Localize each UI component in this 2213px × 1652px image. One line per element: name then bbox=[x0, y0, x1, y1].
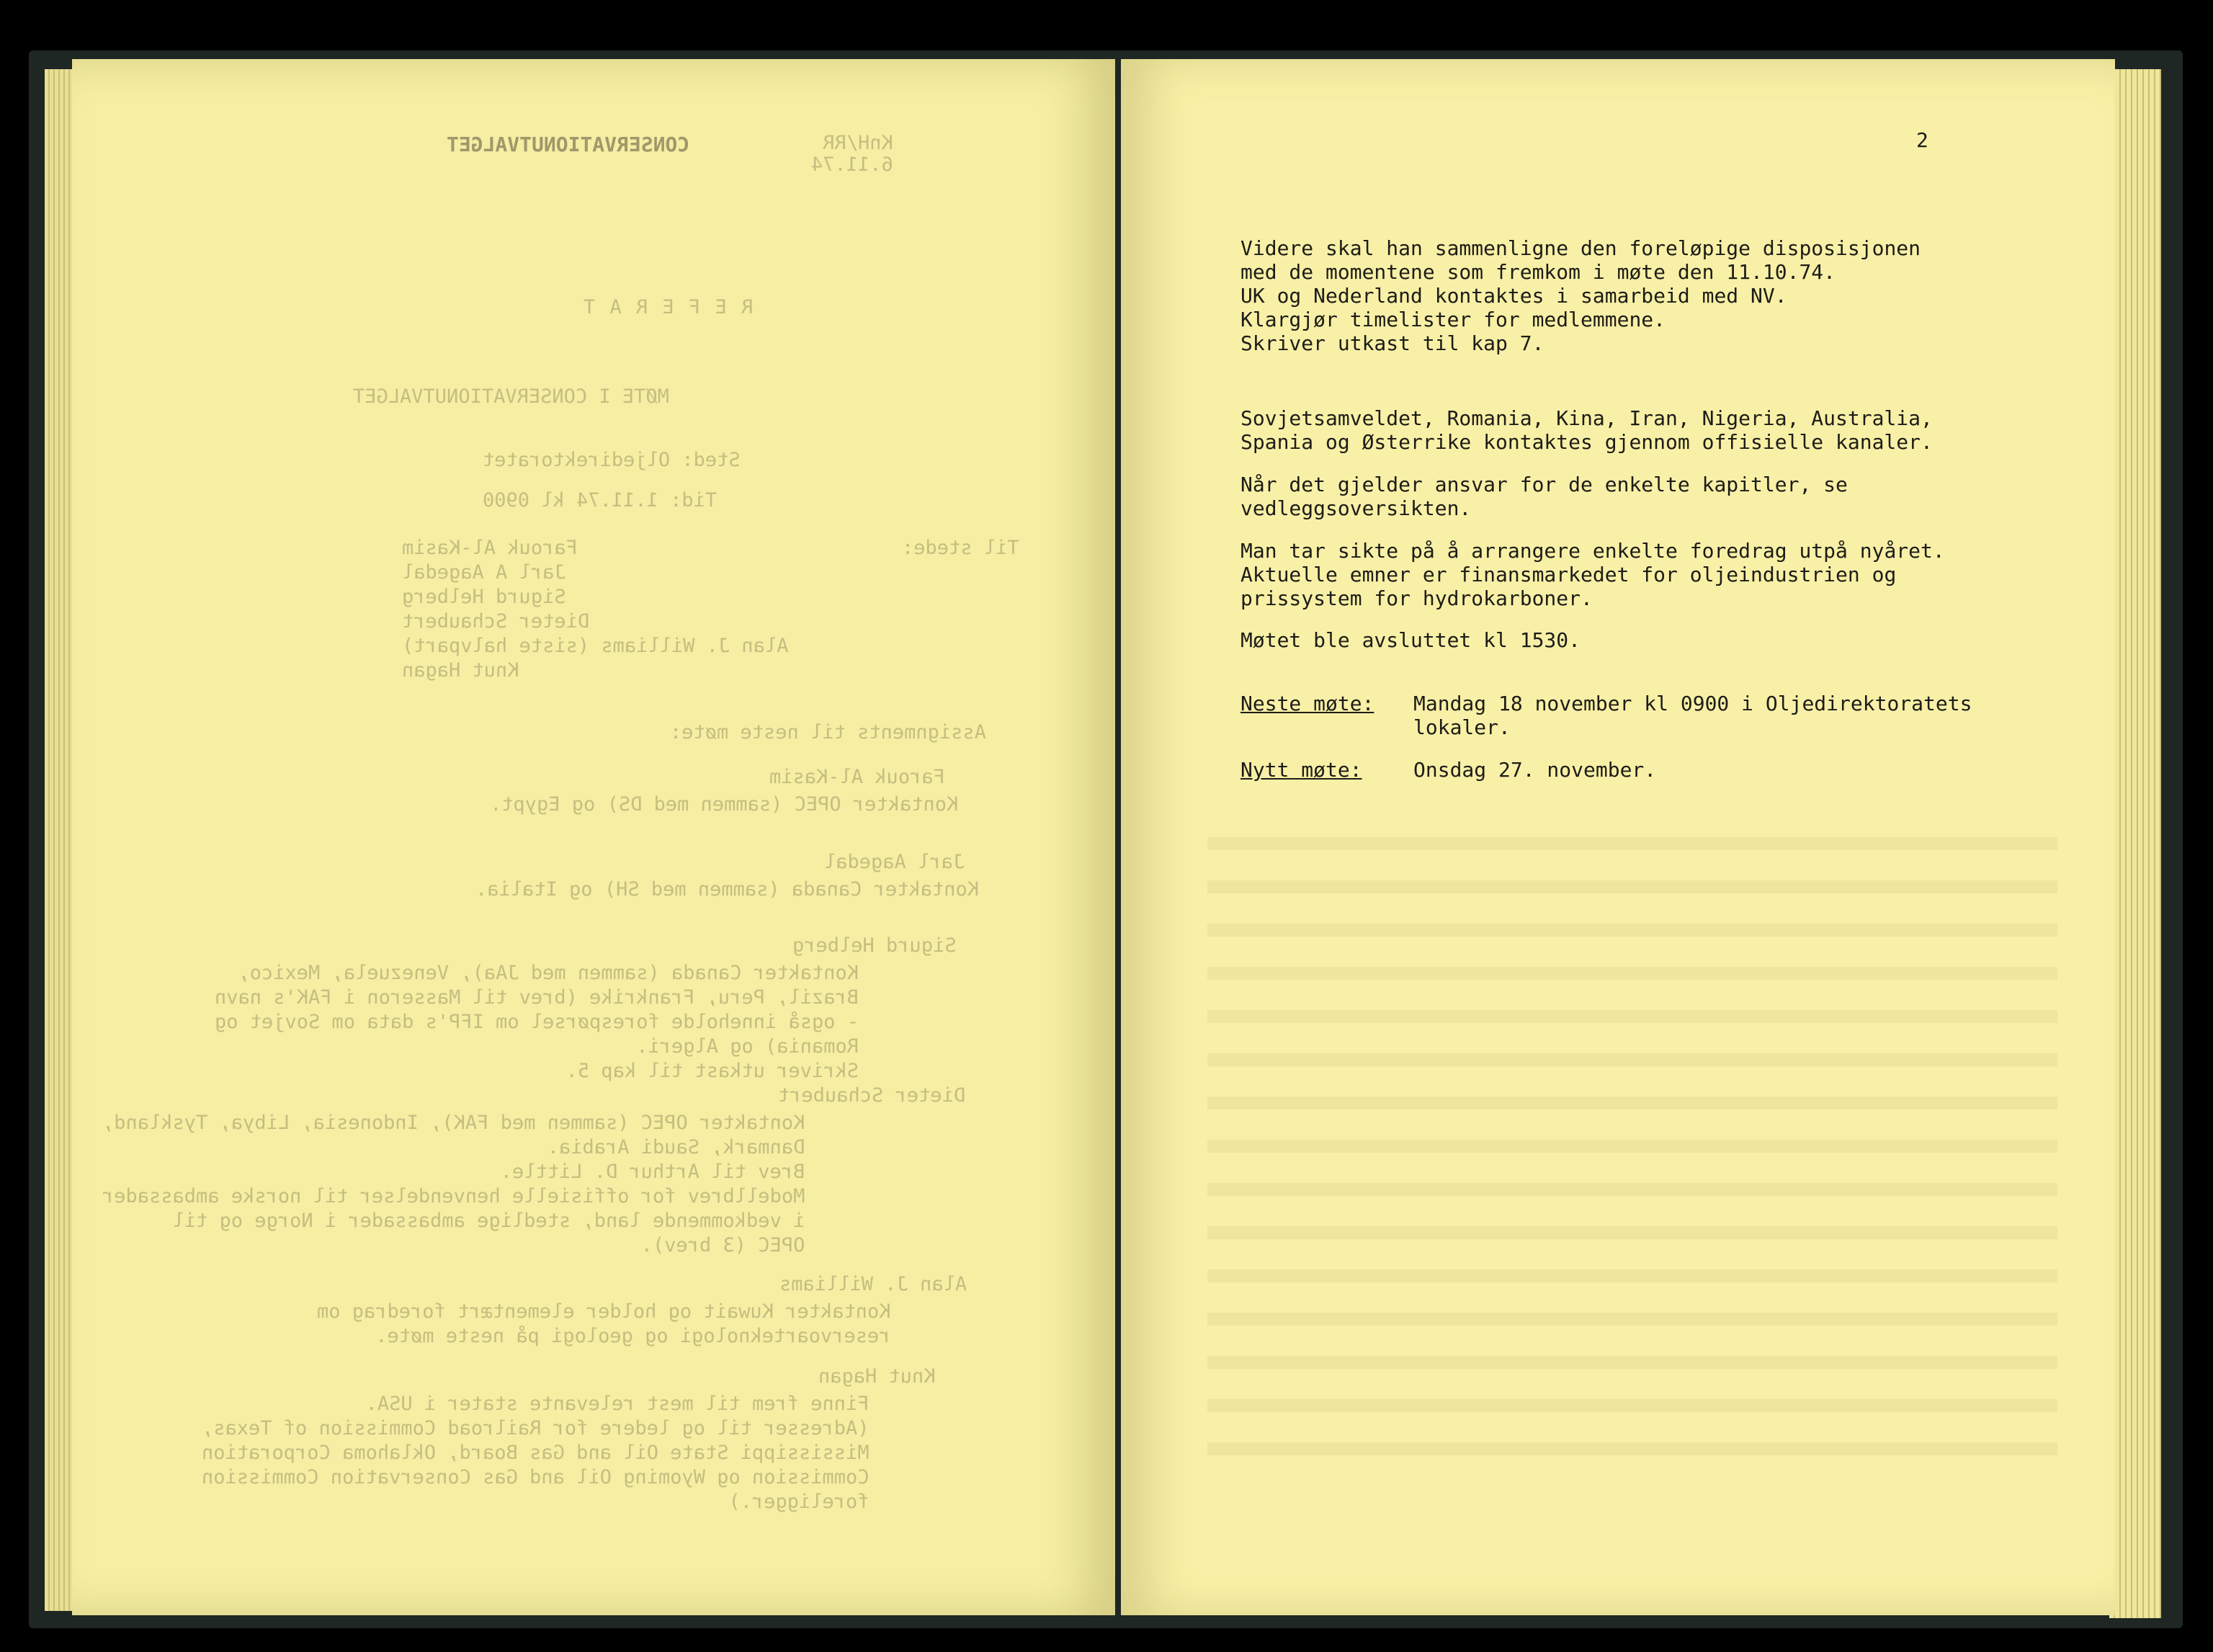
next-meeting-label: Neste møte: bbox=[1240, 692, 1374, 715]
left-tid bbox=[483, 488, 717, 513]
sted-value: Oljedirektoratet bbox=[483, 449, 671, 471]
left-header-title: CONSERVATIONUTVALGET bbox=[447, 133, 690, 156]
left-header-initials: KnH/RR bbox=[823, 132, 893, 154]
new-meeting-label: Nytt møte: bbox=[1240, 758, 1362, 782]
paragraph-3: Når det gjelder ansvar for de enkelte kapitler, se vedleggsoversikten. bbox=[1240, 473, 1848, 520]
page-edges-right bbox=[2109, 69, 2161, 1618]
left-subtitle: MØTE I CONSERVATIONUTVALGET bbox=[353, 385, 669, 408]
assignment-text: Kontakter OPEC (sammen med FAK), Indonesia, Libya, Tyskland, Danmark, Saudi Arabia. Brev til Arthur D. Little. Modellbrev for offisielle henvendelser til norske ambassader i vedkommende land, stedlige ambassader i Norge og til OPEC (3 brev). bbox=[102, 1112, 805, 1256]
left-sted bbox=[483, 448, 741, 473]
assignment-text: Kontakter Canada (sammen med SH) og Italia. bbox=[475, 878, 979, 901]
attendee-5: Alan J. Williams (siste halvpart) bbox=[402, 635, 789, 657]
assignment-text: Kontakter Canada (sammen med JAa), Venezuela, Mexico, Brazil, Peru, Frankrike (brev til Masseron i FAK's navn - også inneholde forespørsel om IFP's data om Sovjet og Romania) og Algeri. Skriver utkast til kap 5. bbox=[215, 962, 859, 1082]
tid-label: Tid: bbox=[670, 489, 717, 512]
attendee-4: Dieter Schaubert bbox=[402, 610, 590, 633]
sted-label: Sted: bbox=[681, 449, 741, 471]
left-header-date: 6.11.74 bbox=[811, 153, 893, 176]
left-page bbox=[72, 59, 1115, 1615]
assignment-text: Finne frem til mest relevante stater i USA. (Adresser til og ledere for Railroad Commission of Texas, Mississippi State Oil and Gas Board, Oklahoma Corporation Commission og Wyoming Oil and Gas Conservation Commission foreligger.) bbox=[202, 1393, 869, 1513]
attendee-2: Jarl A Aagedal bbox=[402, 561, 566, 584]
paragraph-5: Møtet ble avsluttet kl 1530. bbox=[1240, 628, 1581, 652]
assignment-text: Kontakter Kuwait og holder elementært foredrag om reservoarteknologi og geologi på neste møte. bbox=[317, 1300, 891, 1347]
paragraph-2: Sovjetsamveldet, Romania, Kina, Iran, Nigeria, Australia, Spania og Østerrike kontaktes gjennom offisielle kanaler. bbox=[1240, 406, 1933, 454]
assignee-name: Knut Hagan bbox=[818, 1365, 936, 1388]
assignee-name: Dieter Schaubert bbox=[778, 1084, 966, 1107]
tid-value: 1.11.74 kl 0900 bbox=[483, 489, 658, 512]
assignee-name: Alan J. Williams bbox=[779, 1273, 967, 1295]
attendee-3: Sigurd Helberg bbox=[402, 586, 566, 608]
paragraph-4: Man tar sikte på å arrangere enkelte foredrag utpå nyåret. Aktuelle emner er finansmarkedet for oljeindustrien og prissystem for hydrokarboner. bbox=[1240, 539, 1945, 610]
paragraph-1: Videre skal han sammenligne den foreløpige disposisjonen med de momentene som fremkom i møte den 11.10.74. UK og Nederland kontaktes i samarbeid med NV. Klargjør timelister for medlemmene. Skriver utkast til kap 7. bbox=[1240, 236, 1921, 355]
attendee-6: Knut Hagan bbox=[402, 659, 519, 682]
right-page bbox=[1121, 59, 2115, 1615]
next-meeting-text: Mandag 18 november kl 0900 i Oljedirektoratets lokaler. bbox=[1413, 692, 1972, 739]
assignee-name: Farouk Al-Kasim bbox=[769, 766, 945, 788]
assignee-name: Sigurd Helberg bbox=[792, 934, 957, 957]
show-through-texture bbox=[1207, 837, 2057, 1486]
attendee-1: Farouk Al-Kasim bbox=[402, 537, 578, 559]
page-number: 2 bbox=[1916, 128, 1928, 152]
attendees-label: Til stede: bbox=[902, 537, 1019, 559]
assignment-text: Kontakter OPEC (sammen med DS) og Egypt. bbox=[490, 793, 959, 816]
assignments-heading: Assignments til neste møte: bbox=[670, 721, 986, 744]
assignee-name: Jarl Aagedal bbox=[824, 851, 965, 873]
left-header-initials-date bbox=[811, 133, 893, 176]
left-title: R E F E R A T bbox=[582, 296, 754, 318]
new-meeting-text: Onsdag 27. november. bbox=[1413, 758, 1657, 782]
